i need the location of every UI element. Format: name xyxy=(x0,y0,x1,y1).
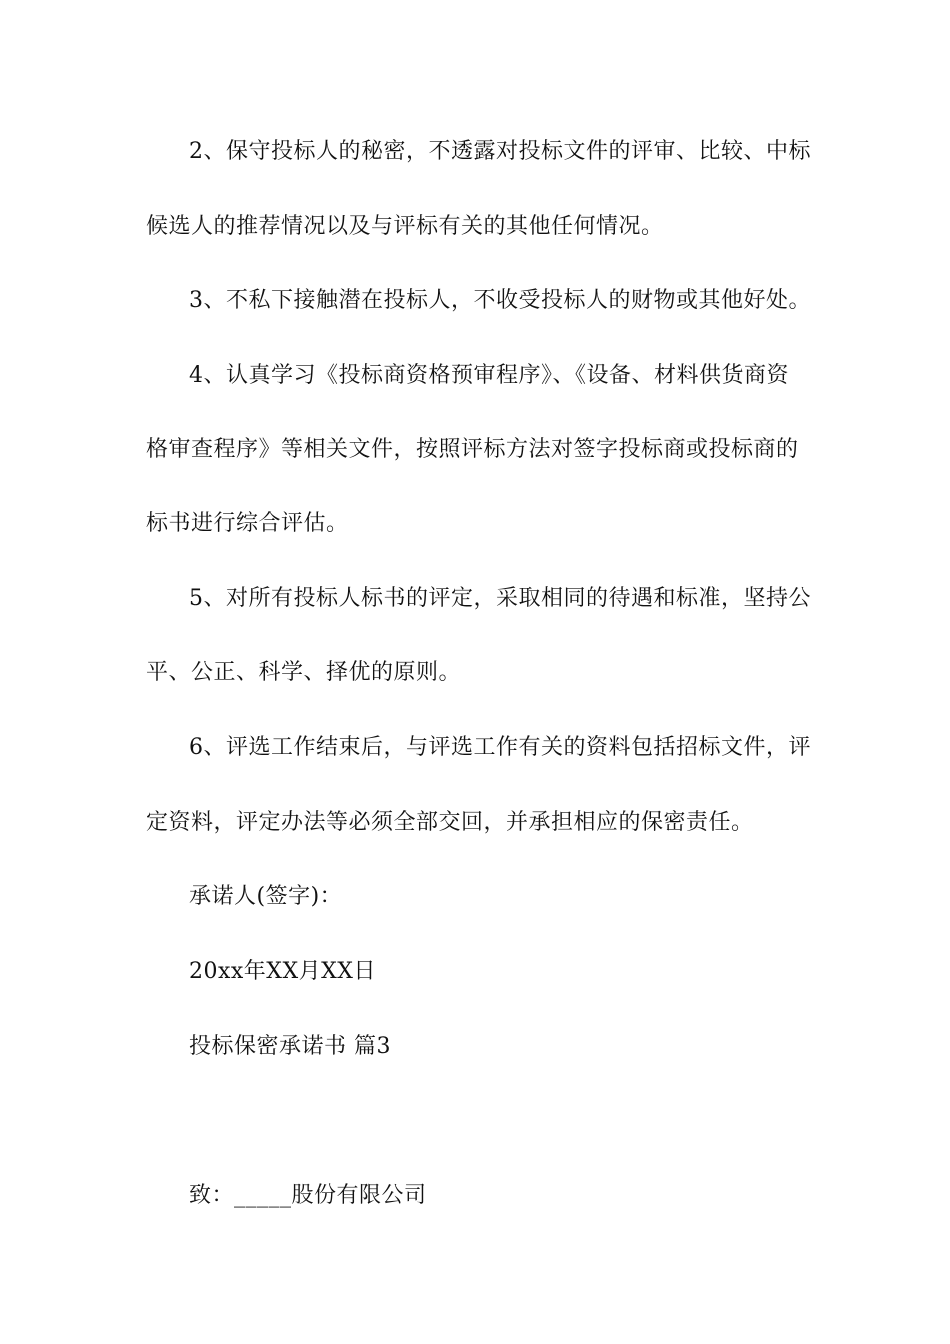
item-6-line-2: 定资料，评定办法等必须全部交回，并承担相应的保密责任。 xyxy=(146,810,754,835)
item-5-line-2: 平、公正、科学、择优的原则。 xyxy=(146,660,462,685)
item-4-line-2: 格审查程序》等相关文件，按照评标方法对签字投标商或投标商的 xyxy=(146,437,799,462)
item-6-line-1: 6、评选工作结束后，与评选工作有关的资料包括招标文件，评 xyxy=(189,735,811,760)
item-2-line-2: 候选人的推荐情况以及与评标有关的其他任何情况。 xyxy=(146,214,664,239)
section-title: 投标保密承诺书 篇3 xyxy=(189,1034,391,1059)
item-4-line-1: 4、认真学习《投标商资格预审程序》、《设备、材料供货商资 xyxy=(189,363,789,388)
signature-line: 承诺人(签字)： xyxy=(189,884,343,909)
item-4-line-3: 标书进行综合评估。 xyxy=(146,511,349,536)
item-3-line-1: 3、不私下接触潜在投标人，不收受投标人的财物或其他好处。 xyxy=(189,288,811,313)
item-2-line-1: 2、保守投标人的秘密，不透露对投标文件的评审、比较、中标 xyxy=(189,139,811,164)
date-line: 20xx年XX月XX日 xyxy=(189,959,376,984)
item-5-line-1: 5、对所有投标人标书的评定，采取相同的待遇和标准，坚持公 xyxy=(189,586,811,611)
addressee-line: 致：_____股份有限公司 xyxy=(189,1183,427,1208)
